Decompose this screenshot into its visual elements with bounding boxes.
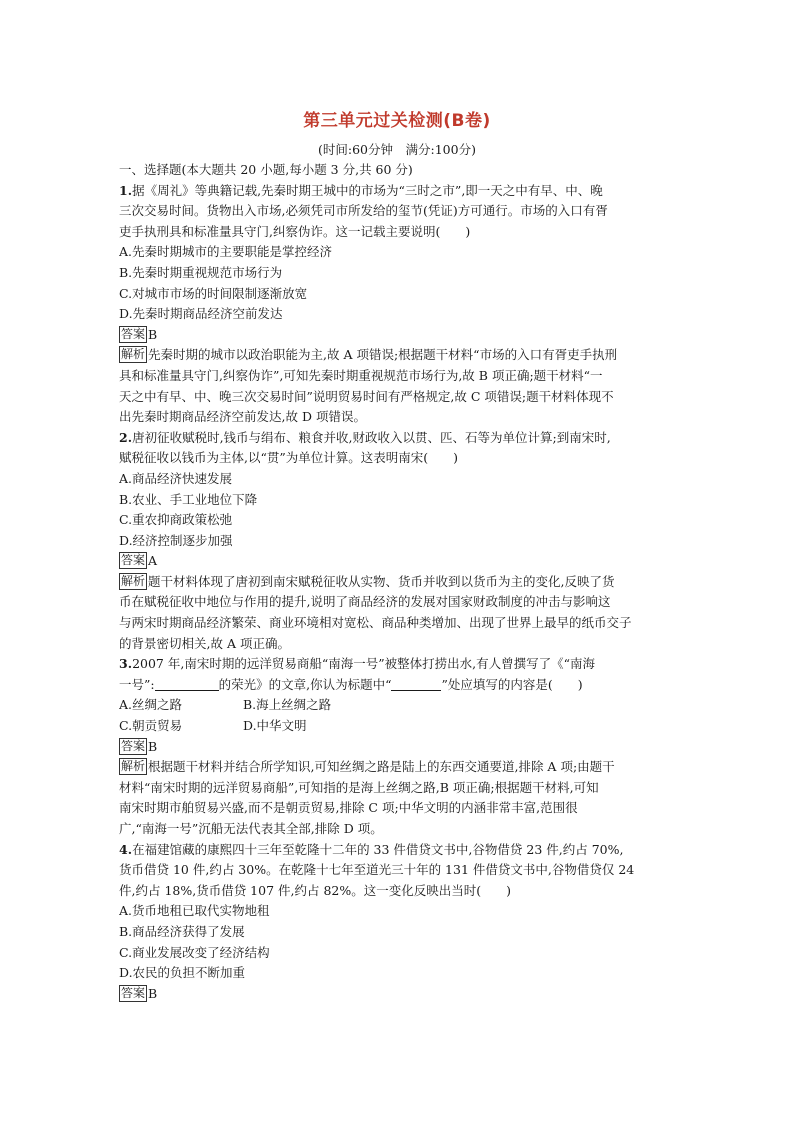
analysis-text: 先秦时期的城市以政治职能为主,故 A 项错误;根据题干材料“市场的入口有胥吏手执刑 (148, 347, 618, 363)
answer-row (119, 737, 679, 758)
option-a: A.先秦时期城市的主要职能是掌控经济 (119, 244, 333, 260)
answer-value: B (148, 326, 158, 342)
question-2 (119, 428, 679, 655)
analysis-text: 出先秦时期商品经济空前发达,故 D 项错误。 (119, 409, 366, 425)
fill-blank (155, 678, 219, 691)
option-a: A.商品经济快速发展 (119, 470, 233, 486)
answer-value: A (148, 553, 158, 569)
analysis-text: 与两宋时期商品经济繁荣、商业环境相对宽松、商品种类增加、出现了世界上最早的纸币交子 (119, 615, 632, 631)
option-a: A.丝绸之路 (119, 697, 183, 713)
question-text: 的荣光》的文章,你认为标题中“ (218, 676, 392, 692)
question-4 (119, 840, 679, 1005)
analysis-text: 根据题干材料并结合所学知识,可知丝绸之路是陆上的东西交通要道,排除 A 项;由题干 (148, 759, 615, 775)
answer-label: 答案 (121, 326, 146, 341)
question-text: 据《周礼》等典籍记载,先秦时期王城中的市场为“三时之市”,即一天之中有早、中、晚 (132, 182, 603, 198)
exam-info: (时间:60分钟 满分:100分) (318, 142, 476, 157)
option-a: A.货币地租已取代实物地租 (119, 903, 270, 919)
answer-row (119, 551, 679, 572)
analysis-text: 南宋时期市舶贸易兴盛,而不是朝贡贸易,排除 C 项;中华文明的内涵非常丰富,范围很 (119, 800, 578, 816)
question-number: 3. (119, 656, 133, 672)
option-c: C.朝贡贸易 (119, 718, 183, 734)
question-text: ”处应填写的内容是( ) (441, 676, 583, 692)
question-text: 一号”: (119, 676, 155, 692)
analysis-label: 解析 (121, 759, 146, 774)
answer-value: B (148, 738, 158, 754)
option-d: D.经济控制逐步加强 (119, 532, 233, 548)
option-d: D.先秦时期商品经济空前发达 (119, 306, 283, 322)
section-heading: 一、选择题(本大题共 20 小题,每小题 3 分,共 60 分) (119, 162, 413, 177)
question-number: 2. (119, 429, 133, 445)
answer-value: B (148, 985, 158, 1001)
question-text: 件,约占 18%,货币借贷 107 件,约占 82%。这一变化反映出当时( ) (119, 882, 511, 898)
answer-label: 答案 (121, 985, 146, 1000)
option-d: D.农民的负担不断加重 (119, 965, 246, 981)
exam-content (119, 160, 679, 1004)
question-number: 1. (119, 182, 133, 198)
option-b: B.先秦时期重视规范市场行为 (119, 264, 283, 280)
analysis-text: 材料“南宋时期的远洋贸易商船”,可知指的是海上丝绸之路,B 项正确;根据题干材料,可知 (119, 779, 599, 795)
question-text: 2007 年,南宋时期的远洋贸易商船“南海一号”被整体打捞出水,有人曾撰写了《“南海 (132, 656, 595, 672)
option-b: B.农业、手工业地位下降 (119, 491, 258, 507)
question-text: 赋税征收以钱币为主体,以“贯”为单位计算。这表明南宋( ) (119, 450, 459, 466)
analysis-text: 币在赋税征收中地位与作用的提升,说明了商品经济的发展对国家财政制度的冲击与影响这 (119, 594, 611, 610)
analysis-label: 解析 (121, 573, 146, 588)
answer-label: 答案 (121, 738, 146, 753)
question-text: 吏手执刑具和标准量具守门,纠察伪诈。这一记载主要说明( ) (119, 223, 471, 239)
option-c: C.商业发展改变了经济结构 (119, 944, 270, 960)
analysis-text: 天之中有早、中、晚三次交易时间”说明贸易时间有严格规定,故 C 项错误;题干材料体现不 (119, 388, 614, 404)
question-3 (119, 654, 679, 839)
analysis-text: 具和标准量具守门,纠察伪诈”,可知先秦时期重视规范市场行为,故 B 项正确;题干材料“一 (119, 367, 603, 383)
analysis-text: 题干材料体现了唐初到南宋赋税征收从实物、货币并收到以货币为主的变化,反映了货 (148, 573, 615, 589)
option-b: B.商品经济获得了发展 (119, 923, 245, 939)
question-number: 4. (119, 841, 133, 857)
analysis-text: 的背景密切相关,故 A 项正确。 (119, 635, 290, 651)
answer-row (119, 984, 679, 1005)
question-text: 唐初征收赋税时,钱币与绢布、粮食并收,财政收入以贯、匹、石等为单位计算;到南宋时, (132, 429, 611, 445)
answer-row (119, 325, 679, 346)
fill-blank (391, 678, 441, 691)
question-text: 三次交易时间。货物出入市场,必须凭司市所发给的玺节(凭证)方可通行。市场的入口有胥 (119, 203, 608, 219)
analysis-text: 广,“南海一号”沉船无法代表其全部,排除 D 项。 (119, 821, 383, 836)
answer-label: 答案 (121, 553, 146, 568)
option-b: B.海上丝绸之路 (243, 697, 332, 713)
question-1 (119, 181, 679, 428)
option-d: D.中华文明 (243, 718, 307, 734)
page-title: 第三单元过关检测(B卷) (303, 111, 491, 131)
option-c: C.重农抑商政策松弛 (119, 512, 233, 528)
option-c: C.对城市市场的时间限制逐渐放宽 (119, 285, 308, 301)
question-text: 货币借贷 10 件,约占 30%。在乾隆十七年至道光三十年的 131 件借贷文书中,谷物借贷仅 24 (119, 862, 635, 878)
analysis-label: 解析 (121, 347, 146, 362)
question-text: 在福建馆藏的康熙四十三年至乾隆十二年的 33 件借贷文书中,谷物借贷 23 件,约占 70%, (132, 841, 624, 857)
